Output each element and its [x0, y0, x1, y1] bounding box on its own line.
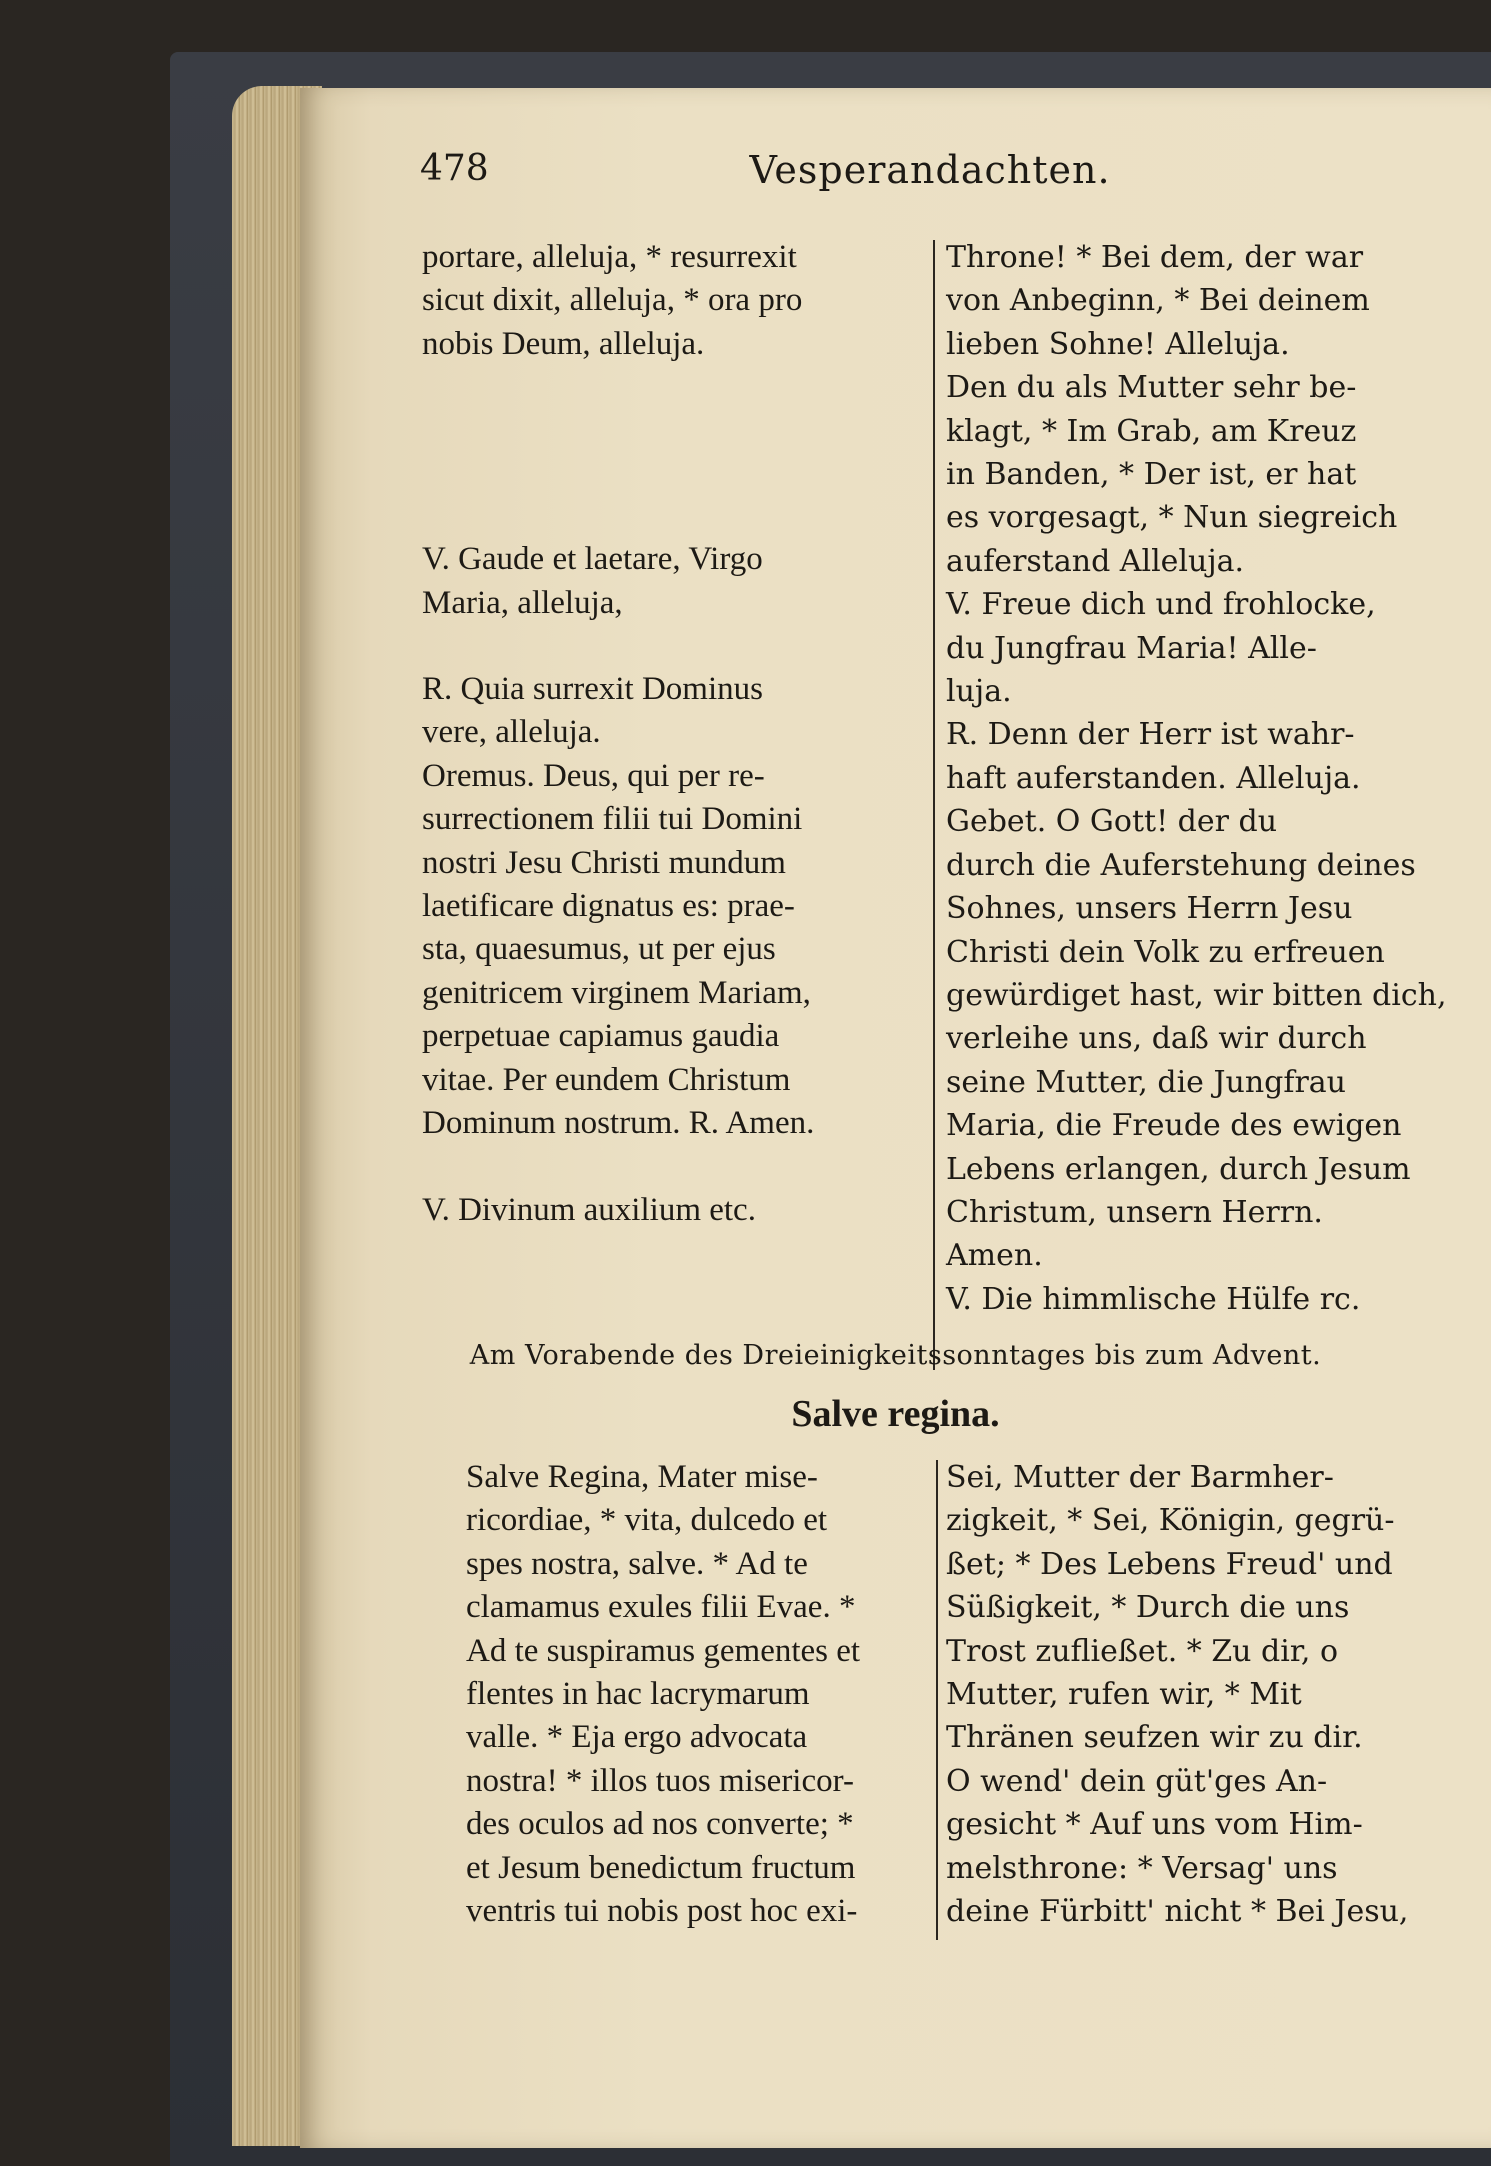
german-column-bottom	[946, 1456, 1444, 1933]
text-line: laetificare dignatus es: prae-	[422, 888, 795, 925]
text-line	[422, 625, 917, 668]
section-title: Salve regina.	[791, 1393, 1000, 1435]
text-line: Trost zufließet. * Zu dir, o	[946, 1633, 1339, 1669]
text-line: von Anbeginn, * Bei deinem	[946, 283, 1370, 319]
text-line: R. Quia surrexit Dominus	[422, 671, 763, 708]
text-line: seine Mutter, die Jungfrau	[946, 1064, 1346, 1100]
text-line: lieben Sohne! Alleluja.	[946, 326, 1290, 362]
text-line: genitricem virginem Mariam,	[422, 974, 811, 1011]
text-line: gewürdiget hast, wir bitten dich,	[946, 977, 1447, 1013]
text-line: Oremus. Deus, qui per re-	[422, 757, 765, 794]
text-line: valle. * Eja ergo advocata	[466, 1719, 808, 1756]
text-line: Mutter, rufen wir, * Mit	[946, 1677, 1302, 1713]
text-line: spes nostra, salve. * Ad te	[466, 1545, 808, 1582]
text-line: Den du als Mutter sehr be-	[946, 370, 1357, 406]
text-line: ricordiae, * vita, dulcedo et	[466, 1502, 828, 1539]
text-line: sta, quaesumus, ut per ejus	[422, 931, 776, 968]
text-line: deine Fürbitt' nicht * Bei Jesu,	[946, 1894, 1409, 1930]
text-line: es vorgesagt, * Nun siegreich	[946, 500, 1398, 536]
occasion-line: Am Vorabende des Dreieinigkeitssonntages bis zum Advent.	[469, 1340, 1322, 1371]
text-line: melsthrone: * Versag' uns	[946, 1850, 1338, 1886]
german-column-top	[946, 236, 1447, 1321]
text-line	[422, 1146, 917, 1189]
text-line: clamamus exules filii Evae. *	[466, 1589, 856, 1626]
text-line: zigkeit, * Sei, Königin, gegrü-	[946, 1503, 1395, 1539]
text-line: Salve Regina, Mater mise-	[466, 1459, 818, 1495]
text-line: surrectionem filii tui Domini	[422, 801, 803, 838]
text-line: nostri Jesu Christi mundum	[422, 844, 786, 881]
text-line: Dominum nostrum. R. Amen.	[422, 1105, 815, 1142]
latin-column-top	[422, 236, 917, 1232]
text-line: Sohnes, unsers Herrn Jesu	[946, 891, 1353, 927]
text-line: V. Gaude et laetare, Virgo	[422, 541, 763, 578]
text-line: Christi dein Volk zu erfreuen	[946, 934, 1385, 970]
text-line: haft auferstanden. Alleluja.	[946, 760, 1361, 796]
text-line: auferstand Alleluja.	[946, 543, 1245, 579]
text-line	[422, 452, 917, 495]
text-line: du Jungfrau Maria! Alle-	[946, 630, 1317, 666]
text-line: ßet; * Des Lebens Freud' und	[946, 1546, 1393, 1582]
text-line: des oculos ad nos converte; *	[466, 1806, 854, 1843]
text-line: klagt, * Im Grab, am Kreuz	[946, 413, 1357, 449]
text-line: Throne! * Bei dem, der war	[946, 240, 1364, 275]
text-line: R. Denn der Herr ist wahr-	[946, 717, 1355, 753]
text-line: Süßigkeit, * Durch die uns	[946, 1590, 1350, 1626]
text-line: V. Divinum auxilium etc.	[422, 1191, 756, 1228]
text-line: Sei, Mutter der Barmher-	[946, 1460, 1334, 1495]
text-line: durch die Auferstehung deines	[946, 847, 1416, 883]
text-line: O wend' dein güt'ges An-	[946, 1763, 1328, 1799]
text-line: et Jesum benedictum fructum	[466, 1849, 856, 1886]
text-line	[422, 366, 917, 409]
text-line: Lebens erlangen, durch Jesum	[946, 1151, 1411, 1187]
book-page	[300, 88, 1491, 2148]
text-line: V. Freue dich und frohlocke,	[946, 587, 1376, 623]
text-line: nostra! * illos tuos misericor-	[466, 1762, 854, 1799]
text-line: in Banden, * Der ist, er hat	[946, 457, 1357, 493]
column-divider-bottom	[936, 1460, 938, 1940]
text-line: V. Die himmlische Hülfe rc.	[946, 1281, 1361, 1317]
text-line: verleihe uns, daß wir durch	[946, 1021, 1367, 1057]
text-line: portare, alleluja, * resurrexit	[422, 239, 797, 275]
text-line: vitae. Per eundem Christum	[422, 1061, 791, 1098]
text-line	[422, 409, 917, 452]
text-line: Gebet. O Gott! der du	[946, 804, 1278, 840]
text-line: sicut dixit, alleluja, * ora pro	[422, 282, 803, 319]
text-line: Maria, alleluja,	[422, 584, 623, 621]
text-line: nobis Deum, alleluja.	[422, 325, 705, 362]
text-line: luja.	[946, 674, 1012, 710]
text-line: Christum, unsern Herrn.	[946, 1194, 1323, 1230]
text-line: ventris tui nobis post hoc exi-	[466, 1893, 858, 1930]
text-line: perpetuae capiamus gaudia	[422, 1018, 780, 1055]
text-line: Maria, die Freude des ewigen	[946, 1108, 1402, 1144]
text-line: flentes in hac lacrymarum	[466, 1676, 810, 1713]
latin-column-bottom	[466, 1456, 916, 1933]
running-title: Vesperandachten.	[749, 148, 1111, 192]
text-line	[422, 495, 917, 538]
text-line: gesicht * Auf uns vom Him-	[946, 1807, 1363, 1843]
page-number: 478	[420, 148, 489, 189]
column-divider-top	[933, 240, 935, 1370]
text-line: Thränen seufzen wir zu dir.	[946, 1720, 1363, 1756]
page-header	[420, 148, 1440, 208]
text-line: Ad te suspiramus gementes et	[466, 1632, 861, 1669]
text-line: vere, alleluja.	[422, 714, 601, 751]
text-line: Amen.	[946, 1238, 1043, 1274]
